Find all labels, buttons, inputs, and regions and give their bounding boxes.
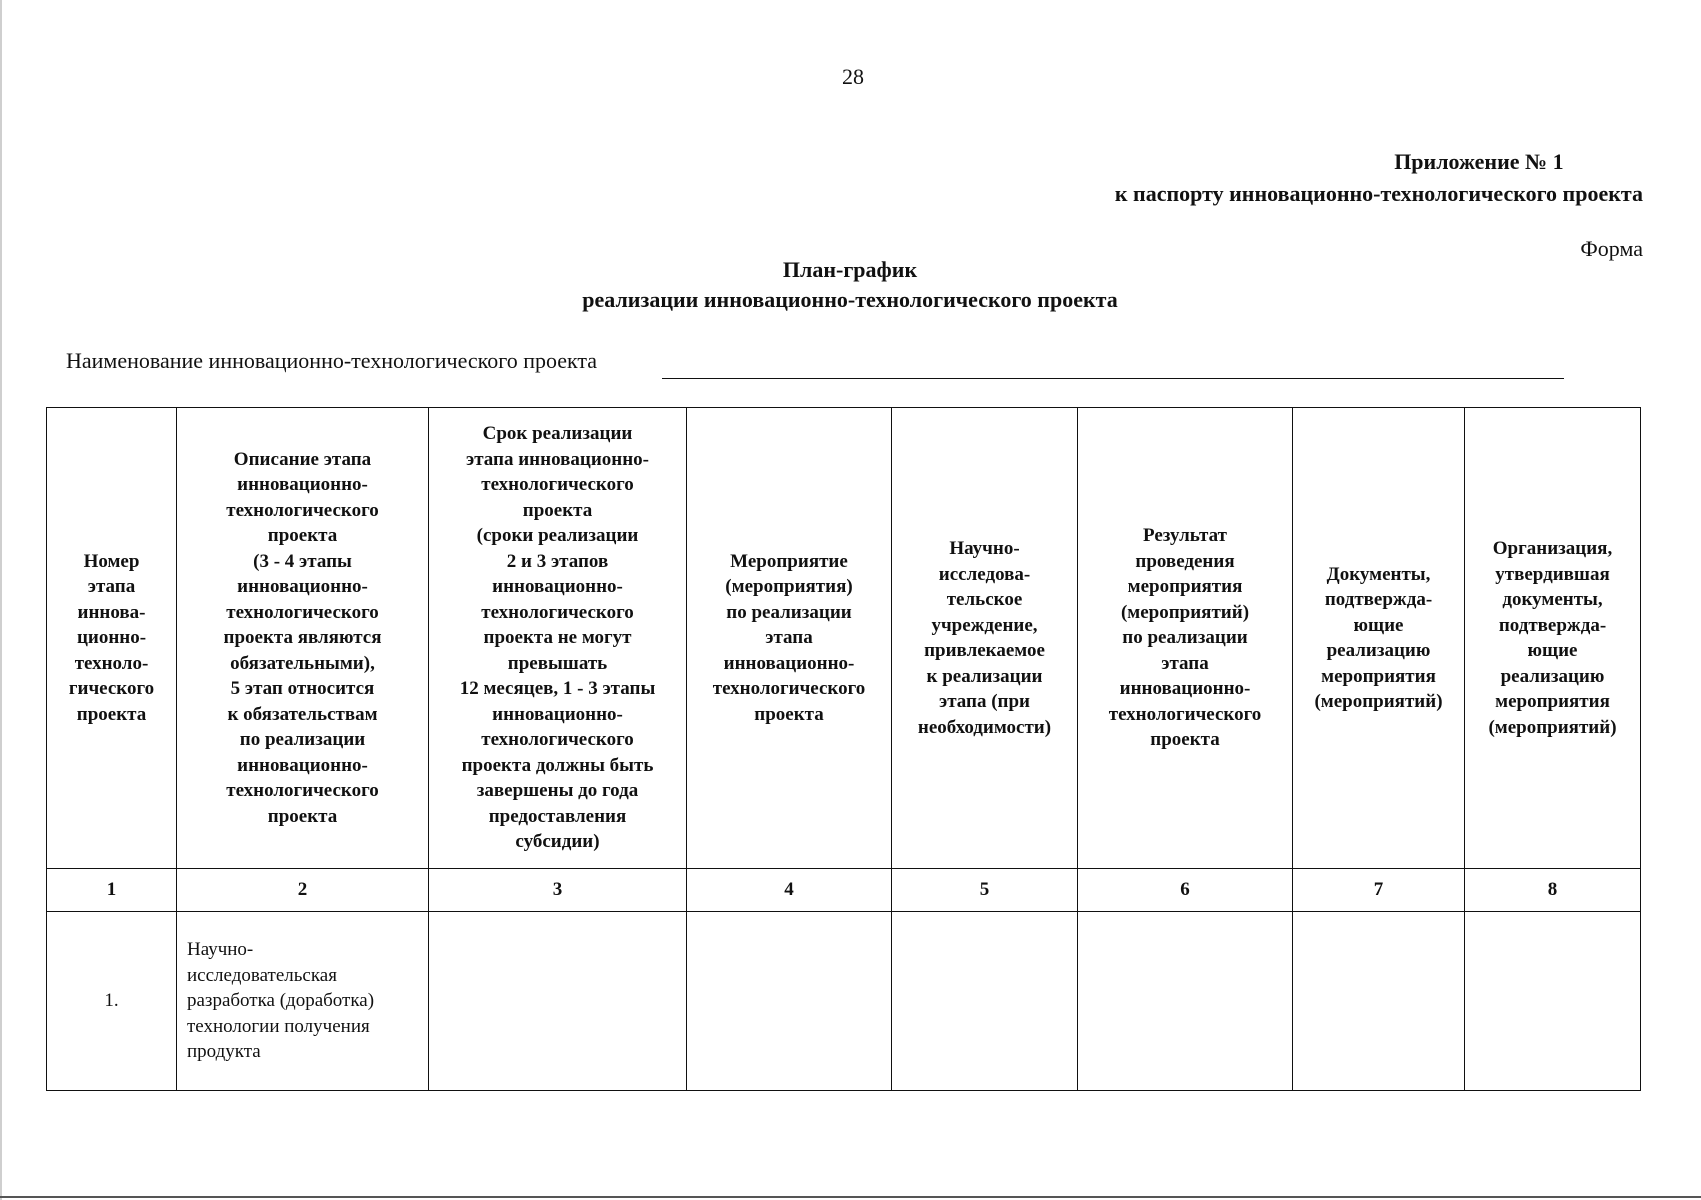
column-number: 5 bbox=[892, 869, 1078, 912]
column-number: 3 bbox=[429, 869, 687, 912]
stage-term-cell bbox=[429, 912, 687, 1091]
result-cell bbox=[1078, 912, 1293, 1091]
header-result: Результат проведения мероприятия (мероприятий) по реализации этапа инновационно- технологического проекта bbox=[1078, 408, 1293, 869]
scan-left-edge bbox=[0, 0, 2, 1200]
organization-cell bbox=[1465, 912, 1641, 1091]
stage-number-cell: 1. bbox=[47, 912, 177, 1091]
column-number: 4 bbox=[687, 869, 892, 912]
document-title bbox=[300, 255, 1400, 315]
header-research-institution: Научно- исследова- тельское учреждение, привлекаемое к реализации этапа (при необходимости) bbox=[892, 408, 1078, 869]
header-activity: Мероприятие (мероприятия) по реализации этапа инновационно- технологического проекта bbox=[687, 408, 892, 869]
header-organization: Организация, утвердившая документы, подтвержда- ющие реализацию мероприятия (мероприятий) bbox=[1465, 408, 1641, 869]
title-line-2: реализации инновационно-технологического проекта bbox=[582, 287, 1118, 312]
column-number: 8 bbox=[1465, 869, 1641, 912]
column-number: 1 bbox=[47, 869, 177, 912]
column-number: 7 bbox=[1293, 869, 1465, 912]
documents-cell bbox=[1293, 912, 1465, 1091]
schedule-table bbox=[46, 407, 1641, 1091]
table-header-row bbox=[47, 408, 1641, 869]
appendix-title: Приложение № 1 bbox=[1394, 149, 1564, 174]
title-line-1: План-график bbox=[782, 257, 918, 282]
scan-bottom-edge bbox=[0, 1196, 1701, 1198]
project-name-blank-line bbox=[662, 378, 1564, 379]
activity-cell bbox=[687, 912, 892, 1091]
appendix-heading bbox=[1115, 146, 1643, 210]
column-number: 2 bbox=[177, 869, 429, 912]
header-stage-number: Номер этапа иннова- ционно- техноло- гического проекта bbox=[47, 408, 177, 869]
form-label: Форма bbox=[1580, 236, 1643, 261]
page-number: 28 bbox=[842, 64, 864, 89]
header-stage-term: Срок реализации этапа инновационно- технологического проекта (сроки реализации 2 и 3 этапов инновационно- технологического проекта не могут превышать 12 месяцев, 1 - 3 этапы инновационно- технологического проекта должны быть завершены до года предоставления субсидии) bbox=[429, 408, 687, 869]
header-documents: Документы, подтвержда- ющие реализацию мероприятия (мероприятий) bbox=[1293, 408, 1465, 869]
column-number: 6 bbox=[1078, 869, 1293, 912]
header-stage-description: Описание этапа инновационно- технологического проекта (3 - 4 этапы инновационно- технологического проекта являются обязательными), 5 этап относится к обязательствам по реализации инновационно- технологического проекта bbox=[177, 408, 429, 869]
table-row bbox=[47, 912, 1641, 1091]
project-name-label: Наименование инновационно-технологического проекта bbox=[66, 348, 598, 373]
institution-cell bbox=[892, 912, 1078, 1091]
column-number-row bbox=[47, 869, 1641, 912]
stage-description-cell: Научно- исследовательская разработка (доработка) технологии получения продукта bbox=[177, 912, 429, 1091]
appendix-subtitle: к паспорту инновационно-технологического проекта bbox=[1114, 181, 1643, 206]
